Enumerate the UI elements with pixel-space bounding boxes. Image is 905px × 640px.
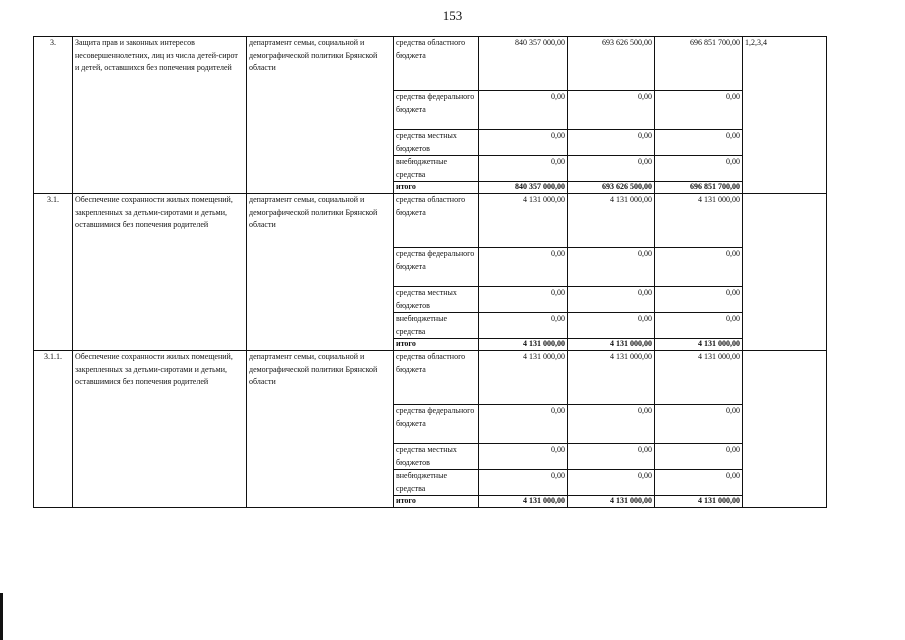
amount-year-3: 0,00	[655, 248, 743, 287]
table-row	[34, 37, 827, 91]
amount-year-3: 0,00	[655, 156, 743, 182]
total-year-2: 693 626 500,00	[568, 182, 655, 194]
amount-year-2: 0,00	[568, 91, 655, 130]
indicator-refs: 1,2,3,4	[743, 37, 827, 194]
amount-year-3: 696 851 700,00	[655, 37, 743, 91]
total-year-1: 840 357 000,00	[479, 182, 568, 194]
amount-year-3: 0,00	[655, 405, 743, 444]
amount-year-1: 4 131 000,00	[479, 351, 568, 405]
total-year-3: 696 851 700,00	[655, 182, 743, 194]
amount-year-1: 0,00	[479, 405, 568, 444]
amount-year-2: 0,00	[568, 248, 655, 287]
amount-year-2: 0,00	[568, 130, 655, 156]
amount-year-3: 0,00	[655, 313, 743, 339]
page-number: 153	[442, 8, 463, 23]
amount-year-1: 0,00	[479, 248, 568, 287]
funding-source: внебюджетные средства	[394, 156, 479, 182]
amount-year-1: 4 131 000,00	[479, 194, 568, 248]
amount-year-1: 0,00	[479, 287, 568, 313]
row-number: 3.1.	[34, 194, 73, 351]
amount-year-1: 0,00	[479, 470, 568, 496]
amount-year-2: 0,00	[568, 287, 655, 313]
amount-year-1: 0,00	[479, 130, 568, 156]
total-label: итого	[394, 182, 479, 194]
funding-source: средства местных бюджетов	[394, 130, 479, 156]
total-year-3: 4 131 000,00	[655, 339, 743, 351]
amount-year-3: 0,00	[655, 91, 743, 130]
amount-year-3: 4 131 000,00	[655, 351, 743, 405]
amount-year-3: 0,00	[655, 444, 743, 470]
funding-source: средства областного бюджета	[394, 194, 479, 248]
amount-year-2: 0,00	[568, 405, 655, 444]
funding-source: внебюджетные средства	[394, 470, 479, 496]
amount-year-2: 0,00	[568, 470, 655, 496]
amount-year-1: 0,00	[479, 313, 568, 339]
executor: департамент семьи, социальной и демографической политики Брянской области	[247, 37, 394, 194]
amount-year-3: 0,00	[655, 130, 743, 156]
total-year-3: 4 131 000,00	[655, 496, 743, 508]
amount-year-1: 0,00	[479, 91, 568, 130]
activity-name: Защита прав и законных интересов несовершеннолетних, лиц из числа детей-сирот и детей, оставшихся без попечения родителей	[73, 37, 247, 194]
indicator-refs	[743, 351, 827, 508]
amount-year-3: 0,00	[655, 287, 743, 313]
funding-source: средства федерального бюджета	[394, 405, 479, 444]
amount-year-1: 0,00	[479, 156, 568, 182]
total-year-2: 4 131 000,00	[568, 496, 655, 508]
row-number: 3.	[34, 37, 73, 194]
amount-year-2: 693 626 500,00	[568, 37, 655, 91]
amount-year-3: 0,00	[655, 470, 743, 496]
total-label: итого	[394, 496, 479, 508]
amount-year-1: 0,00	[479, 444, 568, 470]
total-year-1: 4 131 000,00	[479, 496, 568, 508]
scan-edge-mark	[0, 593, 3, 640]
amount-year-2: 4 131 000,00	[568, 194, 655, 248]
funding-source: средства местных бюджетов	[394, 444, 479, 470]
amount-year-2: 4 131 000,00	[568, 351, 655, 405]
funding-source: внебюджетные средства	[394, 313, 479, 339]
activity-name: Обеспечение сохранности жилых помещений, закрепленных за детьми-сиротами и детьми, оставшимися без попечения родителей	[73, 194, 247, 351]
total-label: итого	[394, 339, 479, 351]
activity-name: Обеспечение сохранности жилых помещений, закрепленных за детьми-сиротами и детьми, оставшимися без попечения родителей	[73, 351, 247, 508]
total-year-1: 4 131 000,00	[479, 339, 568, 351]
funding-source: средства областного бюджета	[394, 351, 479, 405]
funding-source: средства федерального бюджета	[394, 91, 479, 130]
amount-year-2: 0,00	[568, 444, 655, 470]
table-row	[34, 194, 827, 248]
amount-year-2: 0,00	[568, 313, 655, 339]
amount-year-2: 0,00	[568, 156, 655, 182]
funding-source: средства федерального бюджета	[394, 248, 479, 287]
indicator-refs	[743, 194, 827, 351]
row-number: 3.1.1.	[34, 351, 73, 508]
table-row	[34, 351, 827, 405]
amount-year-1: 840 357 000,00	[479, 37, 568, 91]
total-year-2: 4 131 000,00	[568, 339, 655, 351]
budget-table	[33, 36, 827, 508]
amount-year-3: 4 131 000,00	[655, 194, 743, 248]
funding-source: средства областного бюджета	[394, 37, 479, 91]
executor: департамент семьи, социальной и демографической политики Брянской области	[247, 194, 394, 351]
funding-source: средства местных бюджетов	[394, 287, 479, 313]
executor: департамент семьи, социальной и демографической политики Брянской области	[247, 351, 394, 508]
